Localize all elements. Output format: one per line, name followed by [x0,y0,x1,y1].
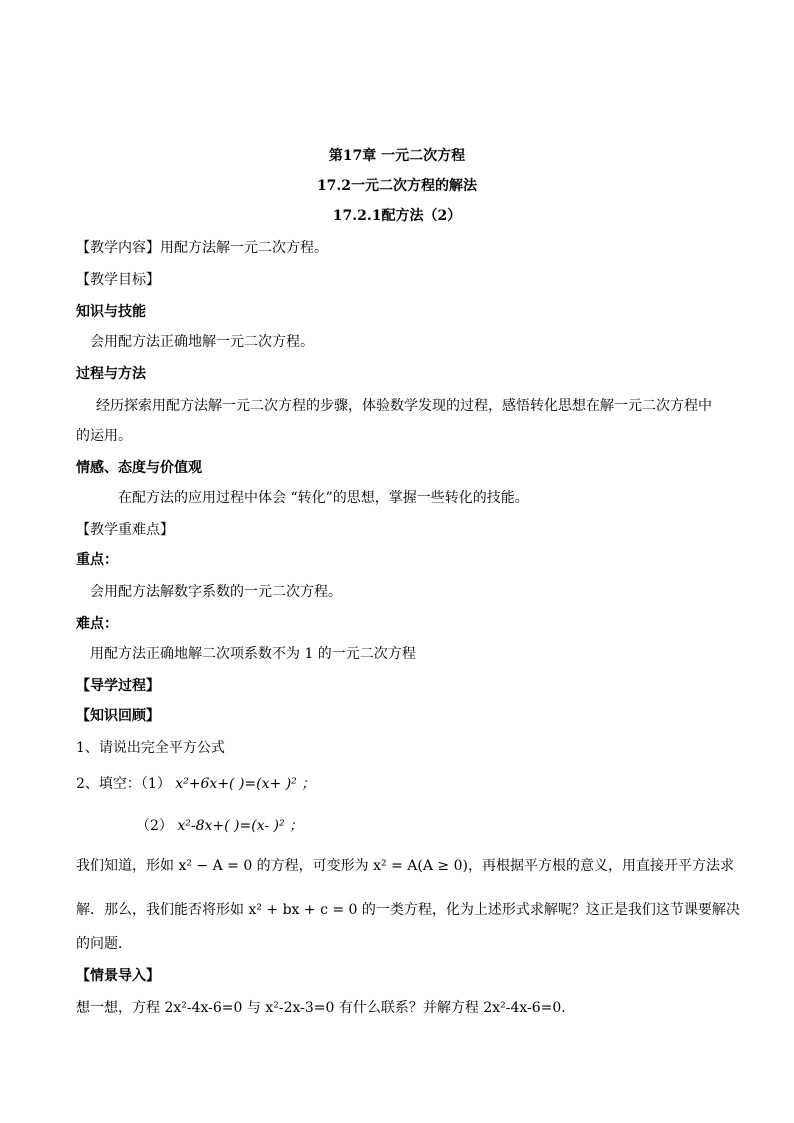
difficult-heading: 难点： [76,616,118,632]
process-text-2: 的运用。 [76,428,132,444]
guide-label: 【导学过程】 [76,678,160,694]
key-text: 会用配方法解数字系数的一元二次方程。 [90,584,342,600]
keypoints-label: 【教学重难点】 [76,522,174,538]
content-text: 用配方法解一元二次方程。 [160,240,328,256]
difficult-text: 用配方法正确地解二次项系数不为 1 的一元二次方程 [90,646,416,662]
review-q1: 1、请说出完全平方公式 [76,740,225,756]
review-label: 【知识回顾】 [76,708,160,724]
chapter-title: 第17章 一元二次方程 [328,148,466,164]
key-heading: 重点： [76,552,118,568]
objectives-label: 【教学目标】 [76,272,160,288]
emotion-heading: 情感、态度与价值观 [76,460,202,476]
content-line [76,238,734,258]
review-q2-expression: x²+6x+( )=(x+ )² ； [175,776,316,792]
scene-text: 想一想，方程 2x²-4x-6=0 与 x²-2x-3=0 有什么联系？并解方程 2x²-4x-6=0. [76,1000,566,1016]
review-q2 [76,774,734,794]
review-q2-prefix: 2、填空：（1） [76,776,171,792]
review-q2b-prefix: （2） [136,818,173,834]
process-heading: 过程与方法 [76,366,146,382]
knowledge-text: 会用配方法正确地解一元二次方程。 [90,334,314,350]
content-label: 【教学内容】 [76,240,160,256]
subsection-title: 17.2.1配方法（2） [332,208,462,224]
intro-line-2: 解．那么，我们能否将形如 x² + bx + c = 0 的一类方程，化为上述形式求解呢？这正是我们这节课要解决 [76,902,740,918]
review-q2b [136,816,734,836]
scene-label: 【情景导入】 [76,968,160,984]
intro-line-1: 我们知道，形如 x² − A = 0 的方程，可变形为 x² = A(A ≥ 0)，再根据平方根的意义，用直接开平方法求 [76,858,734,874]
section-title: 17.2一元二次方程的解法 [316,178,478,194]
review-q2b-expression: x²-8x+( )=(x- )² ； [177,818,304,834]
emotion-text: 在配方法的应用过程中体会 “转化”的思想，掌握一些转化的技能。 [118,490,529,506]
intro-line-3: 的问题． [76,936,132,952]
knowledge-heading: 知识与技能 [76,304,146,320]
process-text-1: 经历探索用配方法解一元二次方程的步骤，体验数学发现的过程，感悟转化思想在解一元二次方程中 [96,398,712,414]
